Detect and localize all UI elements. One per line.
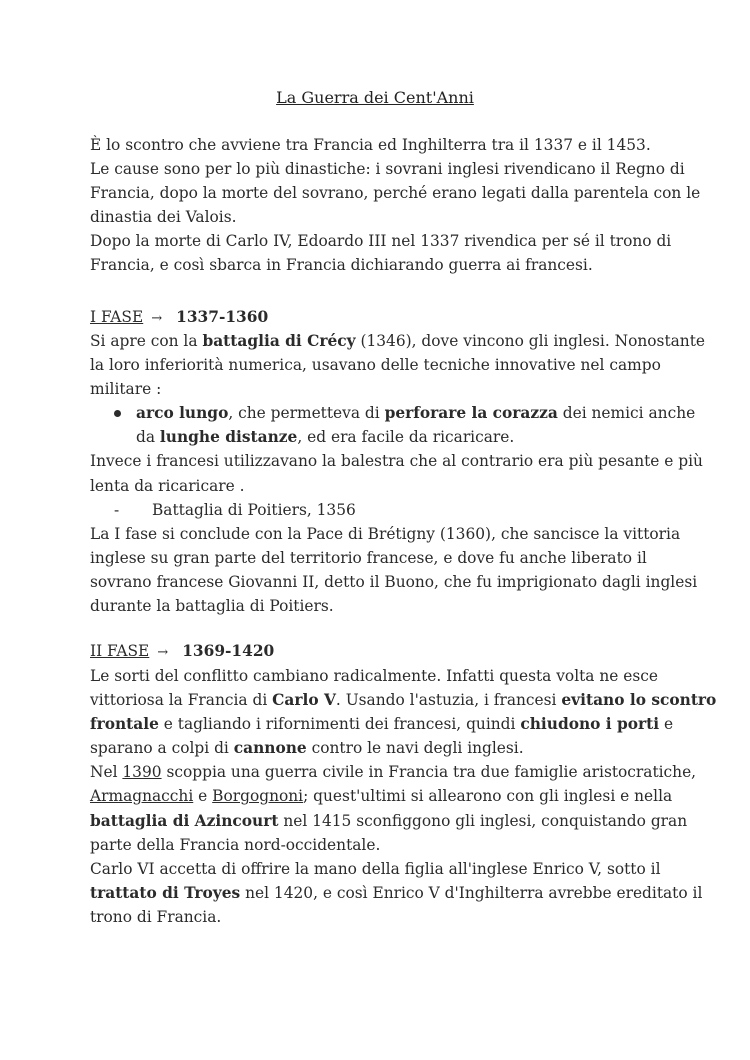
text-line: trono di Francia. [90, 907, 222, 926]
text-line: parte della Francia nord-occidentale. [90, 835, 381, 854]
underlined-term: Armagnacchi [90, 787, 194, 806]
dash-icon: - [114, 500, 120, 519]
text-line: lenta da ricaricare . [90, 476, 245, 495]
text-line [90, 809, 690, 833]
text-span: , ed era facile da ricaricare. [297, 428, 515, 447]
text-line [90, 760, 697, 784]
text-line: militare : [90, 380, 162, 399]
text-span: ; quest'ultimi si allearono con gli inglesi e nella [303, 787, 673, 806]
bold-term: arco lungo [136, 404, 229, 423]
fase-years: 1337-1360 [176, 308, 269, 326]
bold-term: perforare la corazza [384, 404, 558, 423]
fase-label: II FASE [90, 642, 150, 660]
text-span: nel 1420, e così Enrico V d'Inghilterra avrebbe ereditato il [240, 883, 703, 902]
fase-1-body [90, 329, 706, 618]
text-span: e [193, 787, 213, 806]
text-line: Carlo VI accetta di offrire la mano della figlia all'inglese Enrico V, sotto il [90, 859, 661, 878]
text-line: La I fase si conclude con la Pace di Brétigny (1360), che sancisce la vittoria [90, 524, 681, 543]
text-span: vittoriosa la Francia di [90, 691, 273, 710]
list-item-continuation [90, 425, 690, 449]
arrow-icon: → [157, 645, 169, 660]
list-item [90, 401, 696, 425]
text-span: (1346), dove vincono gli inglesi. Nonostante [355, 332, 706, 350]
text-line: durante la battaglia di Poitiers. [90, 597, 334, 616]
underlined-term: 1390 [122, 763, 162, 782]
arrow-icon: → [151, 311, 163, 326]
bold-term: Carlo V [272, 691, 336, 710]
fase-years: 1369-1420 [182, 642, 275, 660]
text-span: scoppia una guerra civile in Francia tra due famiglie aristocratiche, [161, 763, 697, 782]
text-span: , che permetteva di [228, 404, 385, 423]
text-line [90, 688, 717, 712]
fase-label: I FASE [90, 308, 144, 326]
text-line [90, 881, 703, 905]
page-title: La Guerra dei Cent'Anni [276, 88, 474, 107]
dash-list-item [90, 498, 690, 522]
underlined-term: Borgognoni [212, 787, 304, 806]
text-line: Francia, e così sbarca in Francia dichiarando guerra ai francesi. [90, 256, 593, 275]
text-span: sparano a colpi di [90, 739, 234, 758]
bold-term: chiudono i porti [520, 715, 660, 734]
text-span: Si apre con la [90, 332, 203, 350]
text-line [90, 329, 706, 353]
text-line: la loro inferiorità numerica, usavano delle tecniche innovative nel campo [90, 356, 661, 375]
text-line: sovrano francese Giovanni II, detto il Buono, che fu imprigionato dagli inglesi [90, 572, 698, 591]
bold-term: evitano lo scontro [561, 691, 717, 710]
text-span: dei nemici anche [557, 404, 696, 423]
text-span: e tagliando i rifornimenti dei francesi, quindi [158, 715, 521, 734]
bold-term: battaglia di Azincourt [90, 811, 279, 830]
text-line: È lo scontro che avviene tra Francia ed Inghilterra tra il 1337 e il 1453. [90, 136, 651, 154]
fase-2-body [90, 664, 717, 929]
text-span: nel 1415 sconfiggono gli inglesi, conquistando gran [278, 811, 688, 830]
text-line: Invece i francesi utilizzavano la balestra che al contrario era più pesante e più [90, 452, 703, 471]
bold-term: cannone [233, 739, 307, 758]
text-line: Dopo la morte di Carlo IV, Edoardo III nel 1337 rivendica per sé il trono di [90, 232, 672, 251]
text-line: Le cause sono per lo più dinastiche: i sovrani inglesi rivendicano il Regno di [90, 160, 685, 179]
bullet-icon [114, 410, 121, 417]
text-span: Battaglia di Poitiers, 1356 [152, 500, 356, 519]
bold-term: frontale [90, 715, 159, 734]
text-span: da [136, 428, 160, 447]
bold-term: battaglia di Crécy [202, 332, 356, 350]
intro-paragraph [90, 133, 701, 278]
text-line [90, 712, 690, 736]
text-line: dinastia dei Valois. [90, 208, 237, 227]
text-line: inglese su gran parte del territorio francese, e dove fu anche liberato il [90, 548, 647, 567]
text-span: Nel [90, 763, 123, 782]
text-line [90, 736, 690, 760]
text-span: . Usando l'astuzia, i francesi [335, 691, 562, 710]
text-line: Francia, dopo la morte del sovrano, perché erano legati dalla parentela con le [90, 184, 701, 203]
section-heading-fase-1 [90, 305, 690, 329]
bold-term: lunghe distanze [159, 428, 298, 447]
bold-term: trattato di Troyes [90, 883, 241, 902]
text-line [90, 784, 690, 808]
text-span: e [659, 715, 674, 734]
section-heading-fase-2 [90, 639, 690, 663]
text-span: contro le navi degli inglesi. [306, 739, 524, 758]
text-line: Le sorti del conflitto cambiano radicalmente. Infatti questa volta ne esce [90, 667, 659, 685]
